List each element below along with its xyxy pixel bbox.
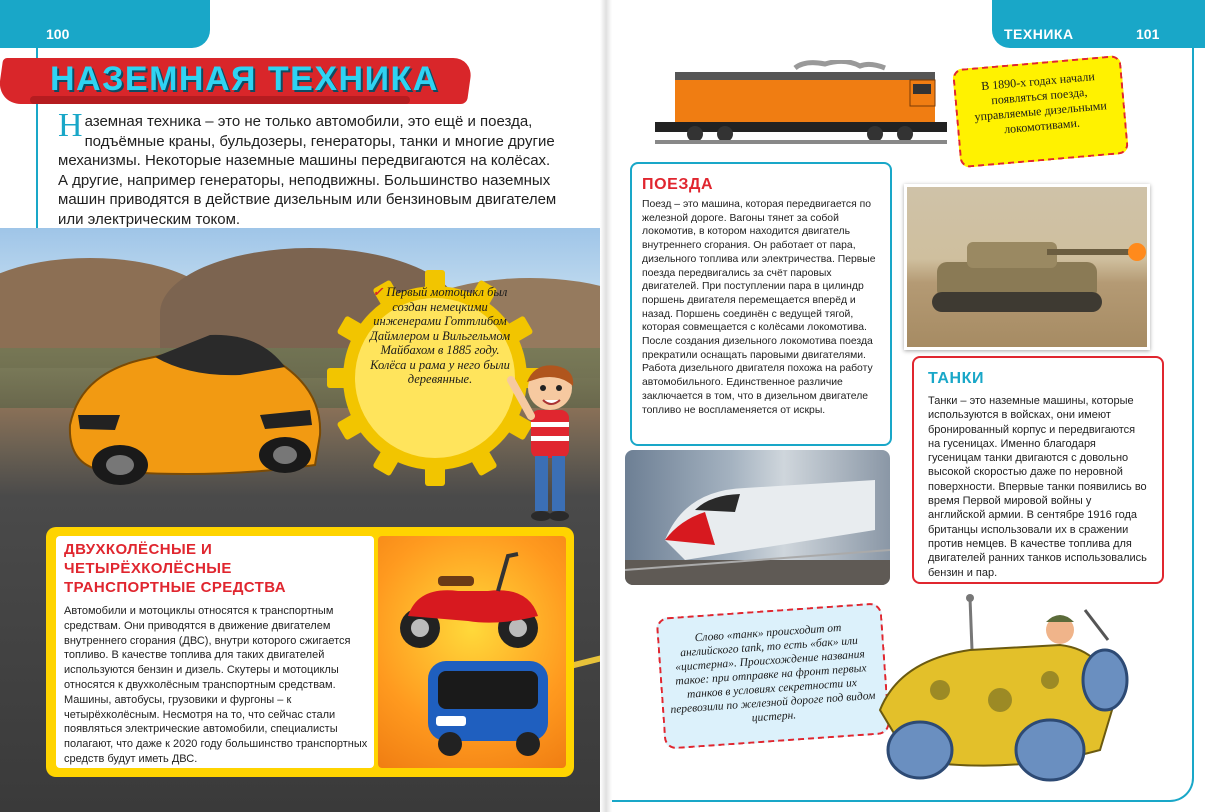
check-icon: ✓ xyxy=(372,285,384,299)
trains-text: Поезд – это машина, которая передвигается по железной дороге. Вагоны тянет за собой локомотив, в котором находится двигатель внутреннего сгорания. Он работает от пара, дизельного топлива или электричества. Первые поезда передвигались за счёт паровых двигателей. При поступлении пара в цилиндр поршень двигателя перемещается вперёд и назад. Поршень соединён с ведущей тягой, которая совмещается с колёсами локомотива. После создания дизельного локомотива поезда прекратили оснащать паровыми двигателями. Работа дизельного двигателя похожа на работу автомобильного. Единственное различие заключается в том, что в дизельном двигателе топливо не воспламеняется от искры. xyxy=(642,199,876,416)
intro-text: аземная техника – это не только автомобили, это ещё и поезда, подъёмные краны, бульдозеры, генераторы, танки и многие другие механизмы. Некоторые наземные машины передвигаются на колёсах. А другие, например генераторы, неподвижны. Большинство наземных машин приводятся в действие дизельным или бензиновым двигателем или электрическим током. xyxy=(58,113,557,228)
vehicles-text: Автомобили и мотоциклы относятся к транспортным средствам. Они приводятся в движение двигателем внутреннего сгорания (ДВС), внутри которого сжигается топливо. В качестве топлива для таких двигателей используются бензин и дизель. Скутеры и мотоциклы относятся к двухколёсным транспортным средствам. Машины, автобусы, грузовики и фургоны – к четырёхколёсным. Несмотря на то, что сейчас стали появляться электрические автомобили, специалисты полагают, что даже к 2020 году большинство транспортных средств будут иметь ДВС. xyxy=(64,605,368,765)
cartoon-tank-image xyxy=(860,590,1130,790)
tanks-title: ТАНКИ xyxy=(928,370,985,387)
vehicles-title: ДВУХКОЛЁСНЫЕ И ЧЕТЫРЁХКОЛЁСНЫЕ ТРАНСПОРТНЫЕ СРЕДСТВА xyxy=(64,541,286,596)
high-speed-train-photo xyxy=(625,450,890,585)
diesel-locomotive-image xyxy=(655,60,947,145)
section-name: ТЕХНИКА xyxy=(1004,26,1074,42)
cartoon-boy-image xyxy=(505,360,590,525)
tank-photo xyxy=(904,184,1150,350)
vehicles-picture xyxy=(378,536,566,768)
intro-paragraph xyxy=(58,107,558,229)
left-page-number: 100 xyxy=(46,26,70,42)
locomotive-note-text: В 1890-х годах начали появляться поезда, управляемые дизельными локомотивами. xyxy=(973,69,1108,137)
tank-word-note-text: Слово «танк» происходит от английского tank, то есть «бак» или «цистерна». Происхождение названия такое: при отправке на фронт первых танков в условиях секретности их перевозили по железной дороге под видом цистерн. xyxy=(670,621,876,725)
gear-note-body: Первый мотоцикл был создан немецкими инженерами Готтлибом Даймлером и Вильгельмом Майбахом в 1885 году. Колёса и рама у него были деревянные. xyxy=(369,285,511,386)
scooter-bus-image xyxy=(378,536,566,768)
right-page-number: 101 xyxy=(1136,26,1160,42)
high-speed-train-image xyxy=(625,450,890,585)
page-title: НАЗЕМНАЯ ТЕХНИКА xyxy=(50,60,439,98)
tank-image xyxy=(907,187,1147,347)
tanks-text: Танки – это наземные машины, которые используются в войсках, они имеют бронированный корпус и передвигаются на гусеницах. Именно благодаря гусеницам танки двигаются с довольно высокой скоростью даже по неровной поверхности. Впервые танки появились во время Первой мировой войны у английской армии. В сентябре 1916 года британцы использовали их в сражении против немцев. В качестве топлива для двигателей ранних танков использовались бензин и пар. xyxy=(928,395,1147,579)
intro-dropcap: Н xyxy=(58,107,83,144)
book-spine xyxy=(600,0,612,812)
sports-car-image xyxy=(60,305,330,485)
trains-title: ПОЕЗДА xyxy=(642,176,714,193)
left-header-tab xyxy=(0,0,210,48)
gear-note-text xyxy=(365,285,515,387)
